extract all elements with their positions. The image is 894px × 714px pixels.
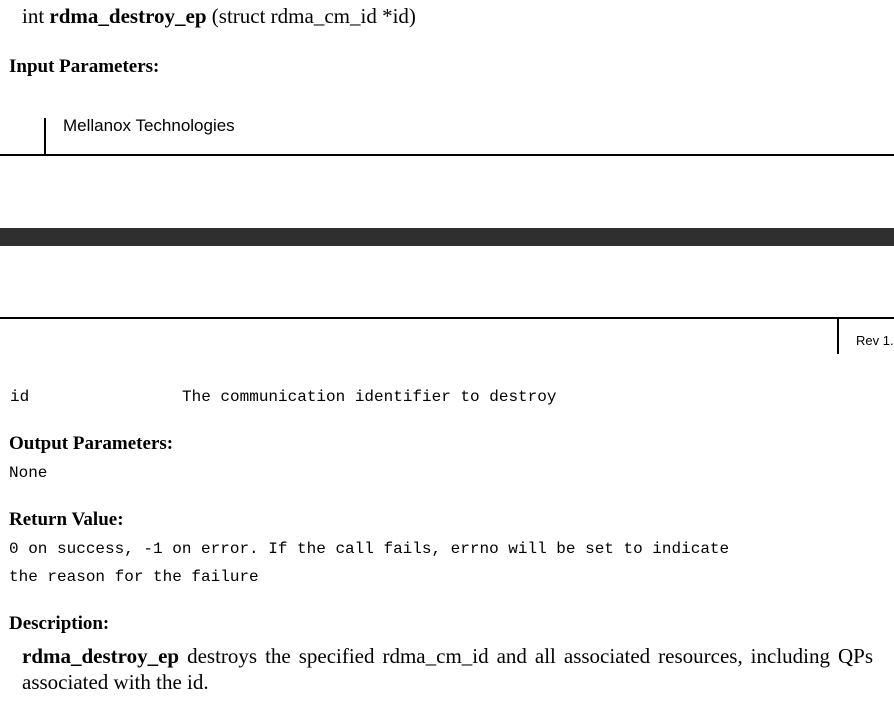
- header-horizontal-rule: [0, 317, 894, 319]
- header-revision: Rev 1.: [856, 333, 894, 348]
- function-signature: [22, 4, 416, 29]
- description-function-name: rdma_destroy_ep: [22, 644, 180, 668]
- return-value-line-1: 0 on success, -1 on error. If the call fails, errno will be set to indicate: [9, 540, 730, 558]
- param-description: The communication identifier to destroy: [182, 388, 557, 406]
- description-heading: Description:: [9, 613, 110, 634]
- signature-function-name: rdma_destroy_ep: [49, 4, 207, 28]
- return-value-line-2: the reason for the failure: [9, 568, 259, 586]
- signature-return-type: int: [22, 4, 45, 28]
- return-value-heading: Return Value:: [9, 509, 124, 530]
- description-body: [22, 643, 873, 695]
- param-name: id: [10, 388, 30, 406]
- input-parameters-heading: Input Parameters:: [9, 56, 160, 77]
- description-text: destroys the specified rdma_cm_id and all associated resources, including QPs associated with the id.: [22, 644, 874, 694]
- header-vertical-rule: [837, 318, 839, 354]
- output-parameters-heading: Output Parameters:: [9, 433, 174, 454]
- output-parameters-value: None: [9, 464, 48, 482]
- footer-vertical-rule: [44, 118, 46, 155]
- footer-company-name: Mellanox Technologies: [63, 116, 235, 135]
- signature-params: (struct rdma_cm_id *id): [211, 4, 416, 28]
- page-break-band: [0, 228, 894, 246]
- footer-horizontal-rule: [0, 154, 894, 156]
